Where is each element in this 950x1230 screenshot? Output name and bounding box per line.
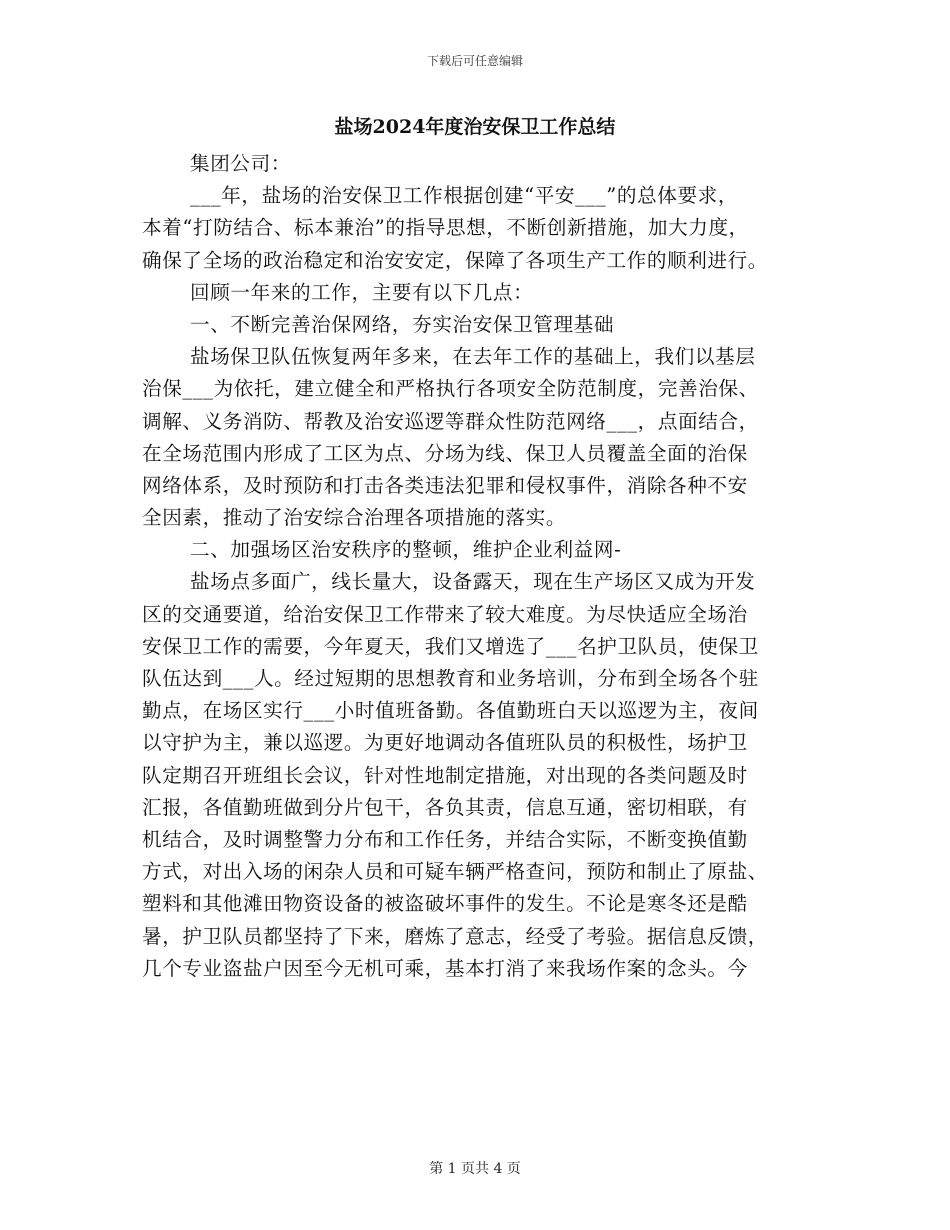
body-line: 方式，对出入场的闲杂人员和可疑车辆严格查问，预防和制止了原盐、 xyxy=(142,860,769,884)
body-line: 队定期召开班组长会议，针对性地制定措施，对出现的各类问题及时 xyxy=(142,763,748,787)
body-line: 调解、义务消防、帮教及治安巡逻等群众性防范网络___，点面结合， xyxy=(142,409,759,433)
body-line: 确保了全场的政治稳定和治安安定，保障了各项生产工作的顺利进行。 xyxy=(142,248,769,272)
body-line: 本着“打防结合、标本兼治”的指导思想，不断创新措施，加大力度， xyxy=(142,216,749,240)
section-heading-2: 二、加强场区治安秩序的整顿，维护企业利益网- xyxy=(190,538,622,562)
page-header-note: 下载后可任意编辑 xyxy=(426,54,523,68)
document-title: 盐场2024年度治安保卫工作总结 xyxy=(334,116,616,138)
body-line: 回顾一年来的工作，主要有以下几点： xyxy=(190,280,534,304)
body-line: 盐场保卫队伍恢复两年多来，在去年工作的基础上，我们以基层 xyxy=(190,345,756,369)
body-line: 治保___为依托，建立健全和严格执行各项安全防范制度，完善治保、 xyxy=(142,377,759,401)
body-line: 安保卫工作的需要，今年夏天，我们又增选了___名护卫队员，使保卫 xyxy=(142,634,759,658)
page-number-footer: 第 1 页共 4 页 xyxy=(429,1161,521,1177)
body-line: 队伍达到___人。经过短期的思想教育和业务培训，分布到全场各个驻 xyxy=(142,667,759,690)
body-line: 暑，护卫队员都坚持了下来，磨炼了意志，经受了考验。据信息反馈， xyxy=(142,924,769,948)
body-line: 网络体系，及时预防和打击各类违法犯罪和侵权事件，消除各种不安 xyxy=(142,473,748,497)
body-line: 塑料和其他滩田物资设备的被盗破坏事件的发生。不论是寒冬还是酷 xyxy=(142,892,748,916)
body-line: 机结合，及时调整警力分布和工作任务，并结合实际，不断变换值勤 xyxy=(142,827,748,851)
body-line: 盐场点多面广，线长量大，设备露天，现在生产场区又成为开发 xyxy=(190,570,756,594)
document-body xyxy=(142,148,812,985)
body-line: 几个专业盗盐户因至今无机可乘，基本打消了来我场作案的念头。今 xyxy=(142,956,748,980)
body-line: 勤点，在场区实行___小时值班备勤。各值勤班白天以巡逻为主，夜间 xyxy=(142,699,759,723)
salutation-line: 集团公司： xyxy=(190,152,291,175)
body-line: 区的交通要道，给治安保卫工作带来了较大难度。为尽快适应全场治 xyxy=(142,602,748,626)
body-line: 全因素，推动了治安综合治理各项措施的落实。 xyxy=(142,506,567,530)
body-line: ___年，盐场的治安保卫工作根据创建“平安___”的总体要求， xyxy=(190,184,739,208)
body-line: 在全场范围内形成了工区为点、分场为线、保卫人员覆盖全面的治保 xyxy=(142,441,748,465)
section-heading-1: 一、不断完善治保网络，夯实治安保卫管理基础 xyxy=(190,312,615,336)
body-line: 汇报，各值勤班做到分片包干，各负其责，信息互通，密切相联，有 xyxy=(142,795,748,819)
body-line: 以守护为主，兼以巡逻。为更好地调动各值班队员的积极性，场护卫 xyxy=(142,731,748,755)
